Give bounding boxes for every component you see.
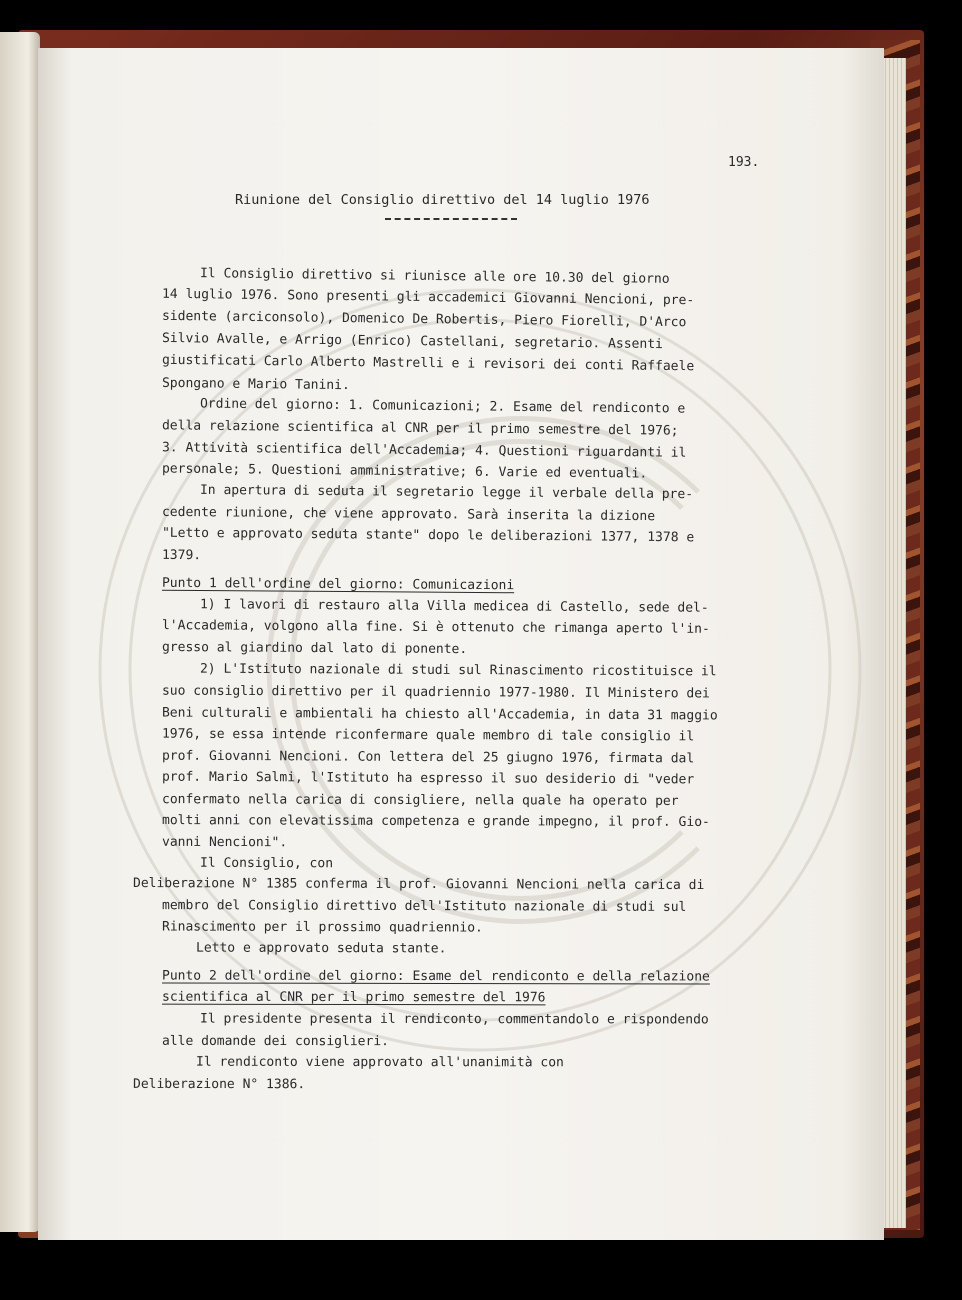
- text-line: 14 luglio 1976. Sono presenti gli accademici Giovanni Nencioni, pre-: [161, 286, 695, 309]
- text-line: alle domande dei consiglieri.: [161, 1033, 389, 1050]
- text-line: l'Accademia, volgono alla fine. Si è ottenuto che rimanga aperto l'in-: [161, 618, 710, 637]
- text-line: personale; 5. Questioni amministrative; 6. Varie ed eventuali.: [161, 461, 648, 482]
- text-line: 3. Attività scientifica dell'Accademia; 4. Questioni riguardanti il: [161, 440, 687, 461]
- text-line: cedente riunione, che viene approvato. Sarà inserita la dizione: [161, 504, 656, 525]
- text-line: 1976, se essa intende riconfermare quale membro di tale consiglio il: [161, 726, 695, 745]
- section-heading-punto-2: Punto 2 dell'ordine del giorno: Esame del rendiconto e della relazione: [161, 968, 710, 985]
- text-line: 1379.: [161, 547, 202, 564]
- text-line: In apertura di seduta il segretario legge il verbale della pre-: [199, 482, 694, 503]
- section-heading-punto-2-cont: scientifica al CNR per il primo semestre del 1976: [161, 989, 546, 1006]
- deliberation-line: Deliberazione N° 1385 conferma il prof. Giovanni Nencioni nella carica di: [132, 876, 705, 893]
- text-line: Il Consiglio, con: [199, 855, 334, 872]
- text-line: giustificati Carlo Alberto Mastrelli e i revisori dei conti Raffaele: [161, 352, 695, 375]
- text-line: Letto e approvato seduta stante.: [195, 940, 447, 957]
- page-number: 193.: [728, 155, 760, 170]
- text-line: molti anni con elevatissima competenza e grande impegno, il prof. Gio-: [161, 813, 710, 830]
- text-line: Il presidente presenta il rendiconto, commentandolo e rispondendo: [199, 1011, 709, 1028]
- text-line: della relazione scientifica al CNR per il primo semestre del 1976;: [161, 418, 679, 439]
- text-line: confermato nella carica di consigliere, nella quale ha operato per: [161, 792, 679, 809]
- text-line: gresso al giardino dal lato di ponente.: [161, 639, 468, 658]
- document-title: Riunione del Consiglio direttivo del 14 luglio 1976: [235, 192, 650, 208]
- text-line: prof. Mario Salmi, l'Istituto ha espresso il suo desiderio di "veder: [161, 769, 695, 788]
- text-line: 2) L'Istituto nazionale di studi sul Rinascimento ricostituisce il: [199, 661, 717, 680]
- text-line: Il Consiglio direttivo si riunisce alle ore 10.30 del giorno: [199, 266, 670, 287]
- text-line: Spongano e Mario Tanini.: [161, 375, 350, 394]
- text-line: suo consiglio direttivo per il quadriennio 1977-1980. Il Ministero dei: [161, 683, 710, 702]
- title-underline: [385, 218, 517, 220]
- text-line: membro del Consiglio direttivo dell'Istituto nazionale di studi sul: [161, 898, 687, 915]
- text-line: prof. Giovanni Nencioni. Con lettera del 25 giugno 1976, firmata dal: [161, 748, 695, 767]
- text-line: Rinascimento per il prossimo quadriennio.: [161, 919, 483, 936]
- text-line: Il rendiconto viene approvato all'unanimità con: [195, 1054, 564, 1071]
- text-line: Ordine del giorno: 1. Comunicazioni; 2. Esame del rendiconto e: [199, 396, 686, 417]
- text-line: 1) I lavori di restauro alla Villa medicea di Castello, sede del-: [199, 597, 709, 616]
- section-heading-punto-1: Punto 1 dell'ordine del giorno: Comunicazioni: [161, 575, 515, 594]
- text-line: Silvio Avalle, e Arrigo (Enrico) Castellani, segretario. Assenti: [161, 330, 663, 353]
- text-line: "Letto e approvato seduta stante" dopo le deliberazioni 1377, 1378 e: [161, 525, 695, 546]
- text-line: Beni culturali e ambientali ha chiesto all'Accademia, in data 31 maggio: [161, 705, 718, 724]
- text-line: vanni Nencioni".: [161, 834, 288, 851]
- deliberation-line: Deliberazione N° 1386.: [132, 1076, 306, 1093]
- text-line: sidente (arciconsolo), Domenico De Robertis, Piero Fiorelli, D'Arco: [161, 308, 687, 331]
